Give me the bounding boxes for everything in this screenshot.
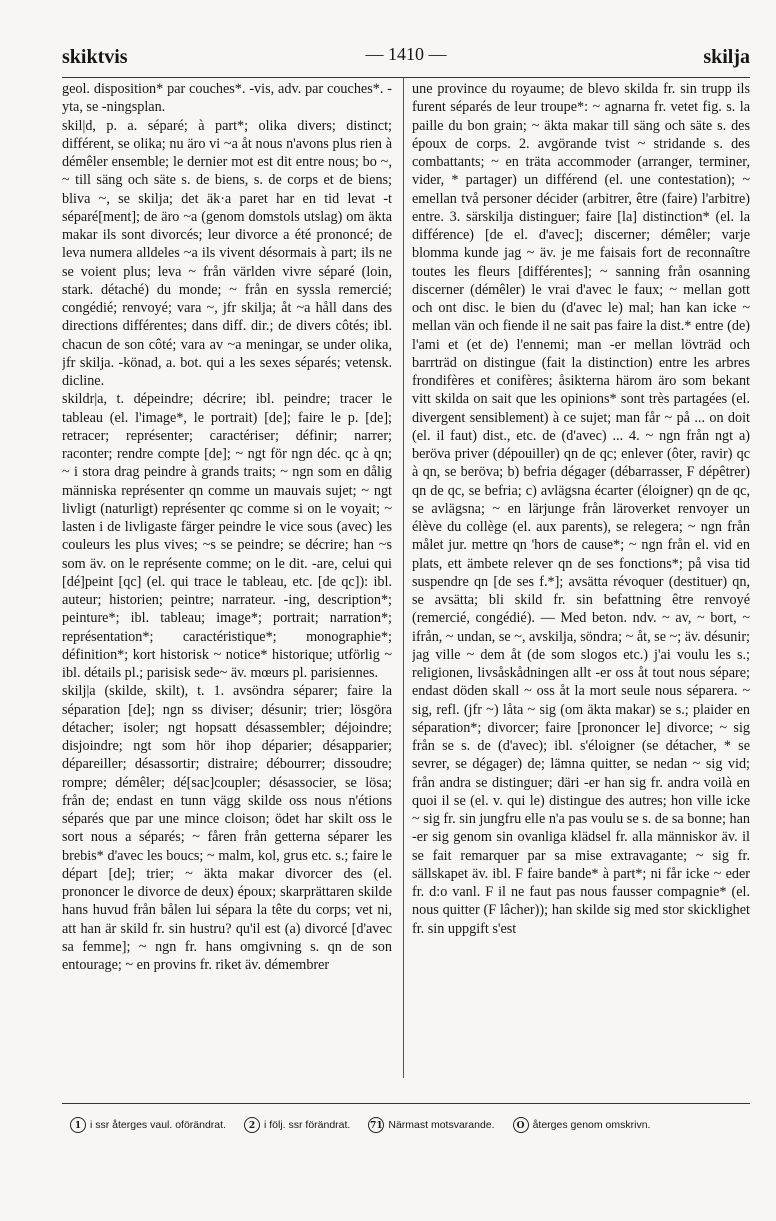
running-header: [62, 42, 750, 76]
legend-text: återges genom omskrivn.: [532, 1119, 651, 1131]
left-column: [62, 80, 392, 1090]
entry-skildra: skildr|a, t. dépeindre; décrire; ibl. peindre; tracer le tableau (el. l'image*, le portrait) [de]; faire le p. [de]; retracer; représenter; caractériser; définir; narrer; raconter; rendre compte [de]; ~ ngt för ngn déc. qc à qn; ~ i stora drag peindre à grands traits; ~ ngn som en dålig människa représenter qn comme un mauvais sujet; ~ ngt livligt (naturligt) représenter qc comme si on le voyait; ~ lasten i de livligaste färger peindre le vice sous (avec) les couleurs les plus vives; ~s se peindre; se décrire; han ~s som äv. on le représente comme; on le dit. -are, celui qui [dé]peint [qc] (el. qui trace le tableau, etc. [de qc]): ibl. auteur; historien; peintre; narrateur. -ing, description*; peinture*; ibl. tableau; image*; portrait; narration*; représentation*; caractéristique*; monographie*; définition*; kort historisk ~ notice* historique; utförlig ~ ibl. détails pl.; parisisk sede~ äv. mœurs pl. parisiennes.: [62, 391, 392, 681]
header-rule: [62, 77, 750, 78]
page-number: — 1410 —: [365, 44, 447, 64]
symbol-legend: [70, 1114, 750, 1136]
right-column: [412, 80, 750, 1090]
legend-text: i följ. ssr förändrat.: [263, 1119, 351, 1131]
entry-skild: skil|d, p. a. séparé; à part*; olika divers; distinct; différent, se olika; nu äro vi ~a åt nous n'avons plus rien à démêler ensemble; le dernier mot est dit entre nous; bo ~, ~ till säng och säte s. de biens, s. de corps et de biens; bliva ~, se skilja; det äk·a paret har en tid levat -t séparé[ment]; de äro ~a (genom domstols utslag) om äkta makar ils sont divorcés; leur divorce a été prononcé; de leva numera alldeles ~a ils vivent désormais à part; ils ne se voient plus; leva ~ från världen vivre séparé (loin, stark. détaché) du monde; ~ från en syssla remercié; congédié; renvoyé; vara ~, jfr skilja; åt ~a håll dans des directions différentes; dans diff. dir.; de divers côtés; ibl. chacun de son côté; vara av ~a meningar, se under olika, jfr skilja. -könad, a. bot. qui a les sexes séparés; vetensk. dicline.: [62, 117, 392, 389]
legend-text: Närmast motsvarande.: [388, 1119, 495, 1131]
entry-skilja-continued: une province du royaume; de blevo skilda fr. sin trupp ils furent séparés de leur troupe*: ~ agnarna fr. vetet fig. s. la paille du bon grain; ~ äkta makar till säng och säte s. des époux de corps. 2. avgörande tvist ~ stridande s. des combattants; ~ en träta accommoder (arranger, terminer, vider, * partager) un différend (el. une contestation); ~ emellan två personer décider (arbitrer, être (faire) l'arbitre) entre. 3. särskilja distinguer; faire [la] distinction* (el. la différence) [de el. d'avec]; discerner; démêler; varje blomma kunde jag ~ äv. je me faisais fort de reconnaître toutes les fleurs [différentes]; ~ sanning från osanning discerner (démêler) le vrai d'avec le faux; ~ mellan gott och ont disc. le bien du (d'avec le) mal; han kan icke ~ mellan vän och fiende il ne sait pas faire la dist.* entre (de) l'ami et (et de) l'ennemi; man -er mellan lövträd och barrträd on distingue (fait la distinction) entre les arbres frondifères et conifères; åsikterna härom äro som bekant vitt skilda on sait que les opinions* sont très partagées (el. divergent sensiblement) à ce sujet; man får ~ på ... on doit (el. il faut) dist., etc. de (d'avec) ... 4. ~ ngn från ngt a) beröva priver (dépouiller) qn de qc; enlever (ôter, ravir) qc à qn, se beröva; b) befria dégager (débarrasser, F dépêtrer) qn de qc, se befria; c) avlägsna écarter (éloigner) qn de qc, se avlägsna; ~ en lärjunge från läroverket renvoyer un élève du collège (el. aux parents), se relegera; ~ ngn från målet jur. mettre qn 'hors de cause*; ~ ngn från el. vid en plats, ett ämbete relever qn de ses fonctions*; på visa tid suspendre qn [de ses f.*]; avsätta révoquer (destituer) qn, se avsätta; bli skild fr. sin befattning être renvoyé (remercié, congédié). — Med beton. ndv. ~ av, ~ bort, ~ ifrån, ~ undan, se ~, avskilja, söndra; ~ åt, se ~; äv. désunir; jag ville ~ dem åt (de som slogos etc.) j'ai voulu les s.; religionen, livsåskådningen allt -er oss åt tout nous sépare; endast döden skall ~ oss åt la mort seule nous séparera. ~ sig, refl. (jfr ~) låta ~ sig (om äkta makar) se s.; plaider en séparation*; divorcer; faire [prononcer le] divorce; ~ sig från se s. de (d'avec); ibl. s'éloigner (se détacher, * se sevrer, se dégager) de; lämna quitter, se nedan ~ sig vid; från andra se distinguer; däri -er han sig fr. andra voilà en quoi il se (el. v. qui le) distingue des autres; hon ville icke ~ sig fr. sin jungfru elle n'a pas voulu se s. de sa bonne; han -er sig genom sin ovanliga klädsel fr. alla människor äv. il se fait remarquer par sa mise extravagante; ~ sig fr. sällskapet äv. ibl. F faire bande* à part*; ni får icke ~ eder fr. d:o vanl. F il ne faut pas nous fausser compagnie* (el. nous quitter (F lâcher)); han skilde sig med stor skicklighet fr. sin uppgift s'est: [412, 81, 750, 937]
legend-item: [70, 1117, 226, 1133]
footer-rule: [62, 1103, 750, 1104]
circled-two-icon: 2: [244, 1117, 260, 1133]
legend-item: [513, 1117, 651, 1133]
header-right-guide-word: skilja: [703, 46, 750, 68]
circled-one-icon: 1: [70, 1117, 86, 1133]
legend-item: [244, 1117, 350, 1133]
circled-seventy-one-icon: 71: [368, 1117, 384, 1133]
legend-text: i ssr återges vaul. oförändrat.: [90, 1119, 226, 1131]
entry-paragraph: geol. disposition* par couches*. -vis, adv. par couches*. -yta, se -ningsplan.: [62, 81, 392, 116]
column-divider: [403, 78, 404, 1078]
header-left-guide-word: skiktvis: [62, 46, 128, 68]
circled-o-icon: O: [513, 1117, 529, 1133]
legend-item: [368, 1117, 494, 1133]
entry-skilja: skilj|a (skilde, skilt), t. 1. avsöndra séparer; faire la séparation [de]; ngn ss diviser; désunir; trier; lösgöra détacher; isoler; ngt hopsatt désassembler; déjoindre; disjoindre; ngt som hör ihop déparier; désapparier; dépareiller; désassortir; distraire; débourrer; dissoudre; rompre; démêler; dé[sac]coupler; désassocier, se lösa; från de; endast en tunn vägg skilde oss nous n'étions séparés que par une mince cloison; ödet har skilt oss le sort nous a séparés; ~ fåren från getterna séparer les brebis* d'avec les boucs; ~ malm, kol, grus etc. s.; faire le départ [de]; trier; ~ äkta makar divorcer des (el. prononcer le divorce de deux) époux; skarprättaren skilde hans huvud från bålen lui sépara la tête du corps; vet ni, att han är skild fr. sin hustru? qu'il est (a) divorcé [d'avec sa femme]; ~ ngn fr. hans omgivning s. qn de son entourage; ~ en provins fr. riket äv. démembrer: [62, 683, 392, 973]
